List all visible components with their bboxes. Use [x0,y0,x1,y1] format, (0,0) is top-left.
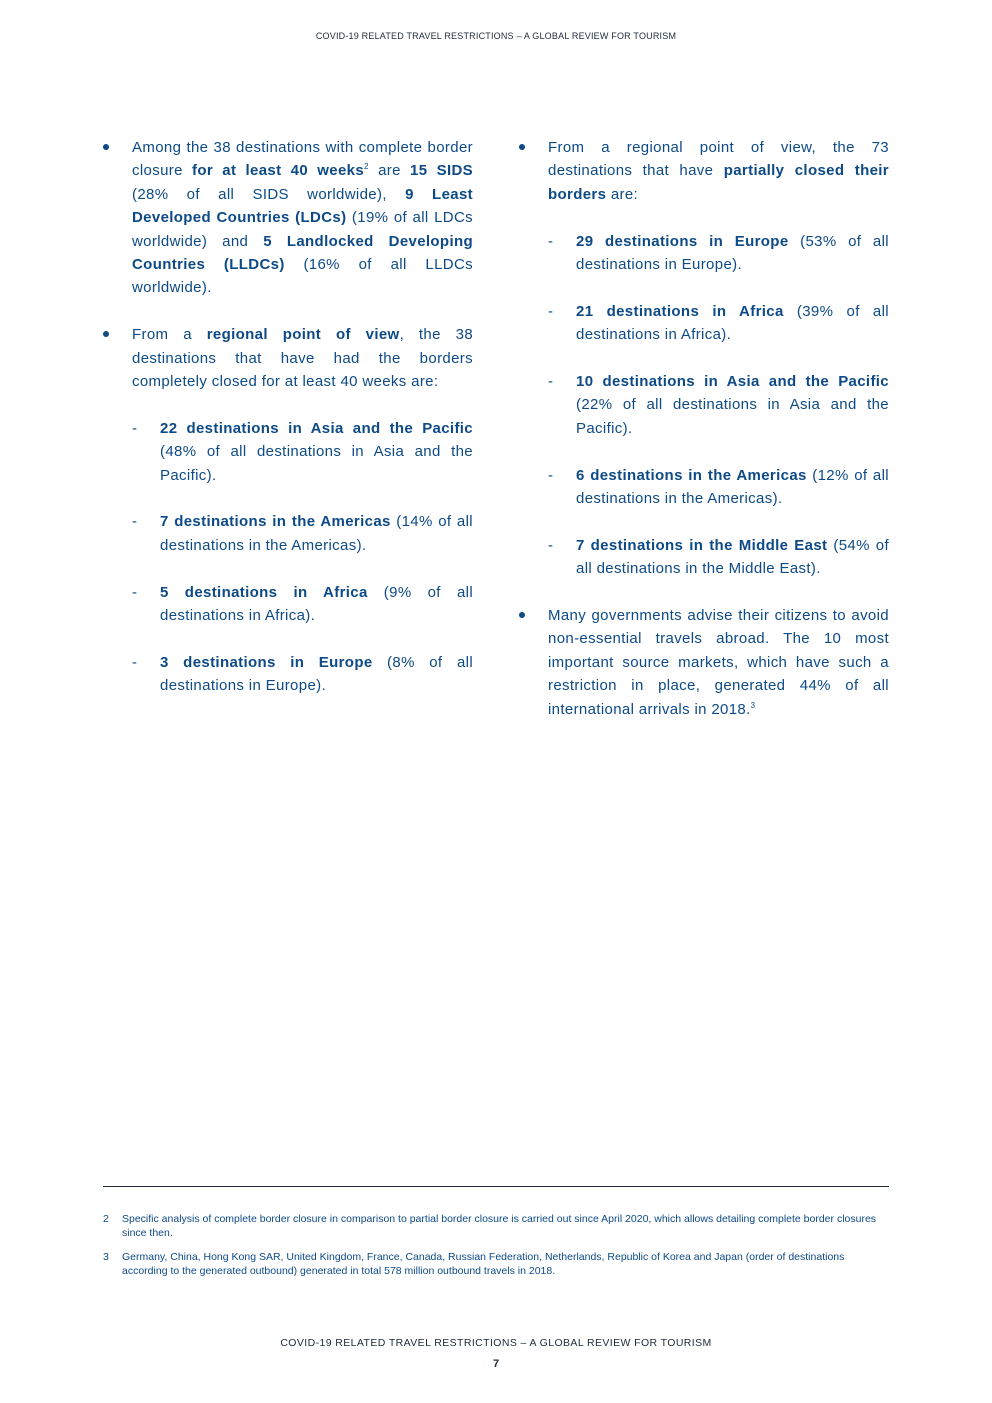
bold-run: 29 destinations in Europe [576,232,789,250]
text-run: (8% of all destinations in Europe). [160,653,474,695]
text-run: (22% of all destinations in Asia and the Pacific). [576,396,889,437]
bullet-border-closure-groups [103,136,473,300]
dash-icon: - [132,653,138,671]
bullet-dot-icon [519,612,525,618]
dash-icon: - [548,302,554,320]
dash-icon: - [548,466,554,484]
text-run: (39% of all destinations in Africa). [576,302,889,344]
bullet-regional-view-partial [519,136,889,206]
page-number: 7 [492,1358,500,1370]
footnote [103,1250,889,1278]
bold-run: 9 Least Developed Countries (LDCs) [132,185,473,227]
text-run: From a regional point of view, the 73 destinations that have [548,139,889,180]
text-run: Many governments advise their citizens to avoid non-essential travels abroad. The 10 most important source markets, which have such a restriction in place, generated 44% of all international arrivals in 2018. [548,607,889,718]
text-run: (14% of all destinations in the Americas). [160,513,473,554]
text-run: (53% of all destinations in Europe). [576,232,889,274]
text-run: (19% of all LDCs worldwide) and [132,209,473,250]
text-run: (16% of all LLDCs worldwide). [132,256,473,297]
footnote-number: 3 [103,1251,109,1263]
bullet-dot-icon [519,144,525,150]
list-item [103,651,473,698]
text-run: (9% of all destinations in Africa). [160,583,473,625]
running-header: COVID-19 RELATED TRAVEL RESTRICTIONS – A GLOBAL REVIEW FOR TOURISM [315,31,677,41]
dash-icon: - [132,419,138,437]
text-run: are: [606,185,639,203]
list-item [103,510,473,557]
bold-run: partially closed their borders [548,162,889,203]
bold-run: 3 destinations in Europe [160,653,373,671]
bold-run: 5 destinations in Africa [160,583,368,601]
bold-run: 15 SIDS [410,162,474,180]
bold-run: 21 destinations in Africa [576,302,784,320]
dash-icon: - [548,373,554,391]
text-run: Among the 38 destinations with complete border closure [132,139,473,180]
text-run: (28% of all SIDS worldwide), [132,185,406,203]
bold-run: 7 destinations in the Middle East [576,536,828,554]
bold-run: 6 destinations in the Americas [576,466,807,484]
text-run: From a [132,326,207,344]
dash-icon: - [132,513,138,531]
dash-icon: - [548,536,554,554]
footnote-ref[interactable]: 2 [364,162,369,172]
bullet-dot-icon [103,144,109,150]
bullet-travel-advisories [519,604,889,721]
running-footer: COVID-19 RELATED TRAVEL RESTRICTIONS – A GLOBAL REVIEW FOR TOURISM [280,1337,712,1349]
list-item [519,370,889,440]
bold-run: regional point of view [206,326,400,344]
bold-run: 22 destinations in Asia and the Pacific [160,419,473,437]
bold-run: 5 Landlocked Developing Countries (LLDCs) [132,232,473,274]
text-run: (54% of all destinations in the Middle East). [576,536,889,578]
footnote-ref[interactable]: 3 [750,700,756,710]
bullet-dot-icon [103,331,109,337]
footnote-text: Germany, China, Hong Kong SAR, United Kingdom, France, Canada, Russian Federation, Netherlands, Republic of Korea and Japan (order of destinations according to the generated outbound) generated in total 578 million outbound travels in 2018. [122,1251,845,1277]
left-column [103,136,473,698]
bold-run: for at least 40 weeks [192,162,365,180]
text-run: , the 38 destinations that have had the borders completely closed for at least 40 weeks are: [132,326,474,391]
list-item [103,581,473,628]
list-item [519,300,889,347]
footnote [103,1212,889,1240]
list-item [519,464,889,511]
list-item [519,230,889,277]
footnote-divider [103,1186,889,1187]
dash-icon: - [548,232,554,250]
dash-icon: - [132,583,138,601]
bold-run: 10 destinations in Asia and the Pacific [576,373,889,391]
bold-run: 7 destinations in the Americas [160,513,391,531]
list-item [519,534,889,581]
footnote-text: Specific analysis of complete border closure in comparison to partial border closure is carried out since April 2020, which allows detailing complete border closures since then. [122,1213,877,1239]
bullet-regional-view-complete [103,323,473,393]
footnote-number: 2 [103,1213,109,1225]
text-run: (48% of all destinations in Asia and the Pacific). [160,443,473,484]
right-column [519,136,889,721]
text-run: (12% of all destinations in the Americas). [576,466,889,508]
text-run: are [368,162,411,180]
list-item [103,417,473,487]
